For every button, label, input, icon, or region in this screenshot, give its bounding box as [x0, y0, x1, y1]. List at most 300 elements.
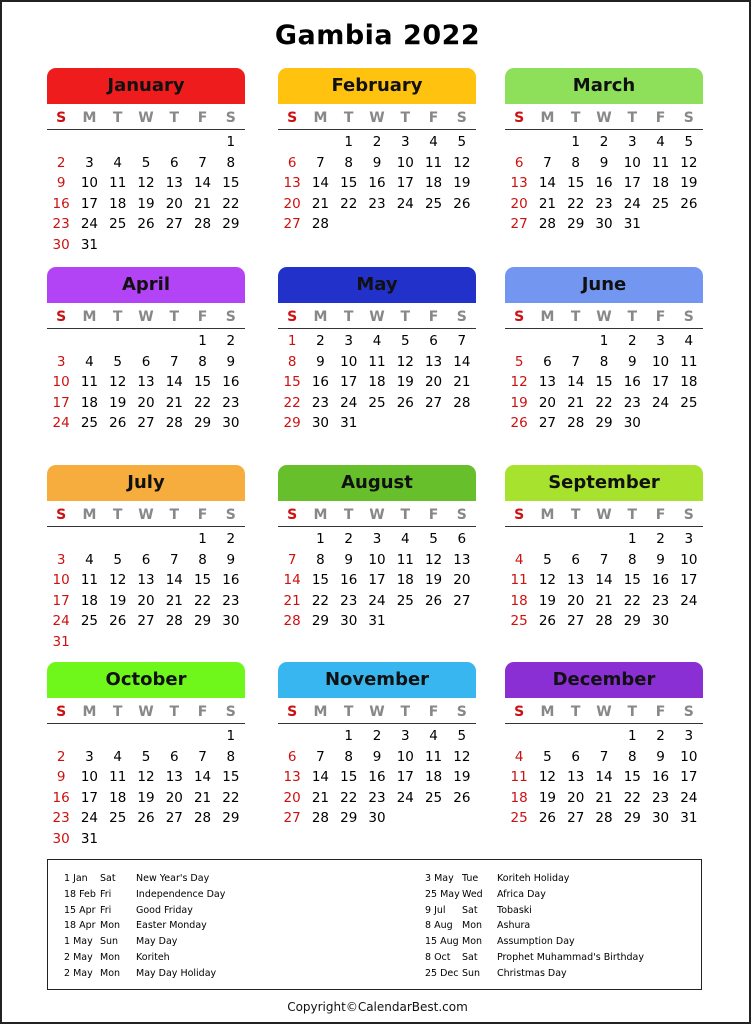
day-cell: 7 [198, 154, 207, 171]
holiday-date: 25 May [425, 888, 460, 900]
weekday-label: T [400, 309, 411, 325]
day-cell: 10 [680, 551, 698, 568]
holiday-date: 3 May [425, 873, 454, 884]
day-cell: 5 [113, 353, 122, 370]
day-cell: 30 [340, 613, 358, 629]
day-cell: 25 [109, 216, 127, 232]
weekday-label: W [138, 704, 154, 720]
day-cell: 21 [165, 394, 183, 411]
weekday-label: W [138, 309, 154, 325]
weekday-label: F [655, 110, 666, 126]
day-cell: 11 [80, 374, 99, 390]
weekday-label: T [627, 704, 638, 720]
day-cell: 12 [137, 769, 155, 785]
holiday-row [64, 887, 364, 903]
day-cell: 4 [514, 551, 524, 568]
day-cell: 6 [429, 333, 438, 349]
day-cell: 31 [80, 236, 99, 253]
day-cell: 2 [316, 333, 325, 349]
day-grid [505, 132, 703, 235]
holiday-day: Mon [100, 967, 121, 979]
weekday-label: T [400, 110, 411, 126]
day-cell: 24 [651, 394, 670, 411]
day-cell: 6 [514, 154, 524, 171]
month-march [505, 68, 703, 235]
day-cell: 12 [137, 175, 155, 191]
day-cell: 4 [429, 728, 438, 744]
day-cell: 28 [595, 613, 613, 629]
day-cell: 22 [193, 592, 212, 609]
day-cell: 26 [137, 810, 155, 826]
day-cell: 30 [595, 216, 613, 232]
day-cell: 11 [109, 175, 127, 191]
day-cell: 26 [137, 216, 155, 232]
empty-day-cell [104, 529, 132, 550]
holiday-row [425, 871, 695, 887]
day-cell: 17 [52, 592, 70, 609]
weekday-label: F [428, 704, 439, 720]
day-cell: 16 [52, 195, 70, 212]
day-cell: 9 [656, 551, 665, 568]
day-cell: 28 [538, 216, 557, 232]
day-cell: 3 [627, 134, 637, 150]
day-cell: 15 [222, 175, 240, 191]
day-cell: 12 [680, 154, 698, 171]
day-cell: 26 [453, 195, 471, 212]
weekday-header-row [278, 108, 476, 130]
day-grid [505, 529, 703, 632]
day-cell: 29 [311, 613, 330, 629]
holiday-row [64, 934, 364, 950]
day-cell: 9 [56, 175, 66, 191]
weekday-label: T [112, 309, 123, 325]
empty-day-cell [75, 331, 103, 352]
day-cell: 27 [424, 394, 443, 411]
empty-day-cell [104, 331, 132, 352]
day-cell: 12 [109, 374, 127, 390]
day-cell: 21 [595, 789, 613, 806]
month-header: September [505, 465, 703, 501]
day-cell: 17 [396, 175, 414, 191]
day-cell: 25 [424, 195, 443, 212]
day-cell: 23 [222, 592, 240, 609]
empty-day-cell [278, 132, 306, 153]
weekday-label: S [287, 110, 298, 126]
empty-day-cell [533, 726, 561, 747]
empty-day-cell [278, 529, 306, 550]
day-cell: 2 [56, 748, 66, 765]
day-cell: 9 [372, 748, 382, 765]
day-cell: 14 [567, 374, 585, 390]
day-cell: 30 [651, 810, 670, 826]
weekday-label: S [683, 704, 694, 720]
holiday-list [47, 859, 702, 990]
day-cell: 13 [283, 175, 301, 191]
day-cell: 18 [80, 394, 99, 411]
weekday-label: S [225, 110, 236, 126]
holiday-row [425, 918, 695, 934]
day-cell: 5 [113, 551, 122, 568]
day-cell: 31 [680, 810, 698, 826]
day-cell: 30 [222, 613, 240, 629]
day-cell: 4 [85, 551, 94, 568]
day-cell: 22 [340, 195, 358, 212]
day-cell: 21 [595, 592, 613, 609]
day-cell: 18 [80, 592, 99, 609]
day-cell: 4 [372, 333, 382, 349]
day-cell: 25 [424, 789, 443, 806]
weekday-label: T [112, 704, 123, 720]
day-cell: 1 [599, 333, 609, 349]
day-cell: 23 [52, 810, 70, 826]
day-cell: 31 [80, 830, 99, 847]
day-cell: 21 [453, 374, 471, 390]
weekday-label: S [287, 309, 298, 325]
empty-day-cell [47, 529, 75, 550]
day-cell: 10 [52, 374, 70, 390]
day-cell: 27 [283, 810, 301, 826]
day-grid [47, 331, 245, 434]
holiday-column-right [425, 871, 695, 982]
holiday-name: Africa Day [497, 888, 546, 900]
day-cell: 26 [109, 415, 127, 431]
holiday-day: Tue [462, 873, 479, 884]
weekday-label: M [82, 507, 97, 523]
day-cell: 18 [680, 374, 698, 390]
day-cell: 3 [656, 333, 665, 349]
day-cell: 28 [311, 810, 330, 826]
day-cell: 26 [538, 810, 557, 826]
day-cell: 25 [368, 394, 386, 411]
holiday-date: 15 Apr [64, 904, 96, 916]
day-cell: 7 [169, 551, 179, 568]
empty-day-cell [132, 331, 160, 352]
weekday-label: M [540, 110, 555, 126]
day-cell: 24 [680, 592, 698, 609]
day-cell: 8 [627, 551, 637, 568]
day-cell: 14 [283, 572, 301, 588]
holiday-name: Koriteh [136, 951, 170, 963]
weekday-label: T [343, 507, 354, 523]
day-cell: 13 [510, 175, 528, 191]
day-cell: 9 [56, 769, 66, 785]
day-cell: 7 [287, 551, 297, 568]
day-cell: 24 [623, 195, 641, 212]
day-cell: 16 [340, 572, 358, 588]
weekday-label: F [197, 309, 208, 325]
month-april [47, 267, 245, 434]
day-cell: 4 [514, 748, 524, 765]
day-cell: 28 [193, 216, 212, 232]
holiday-name: Tobaski [497, 904, 532, 916]
day-cell: 6 [169, 748, 179, 765]
day-cell: 3 [372, 531, 382, 547]
weekday-label: S [56, 110, 67, 126]
day-cell: 29 [623, 613, 641, 629]
day-cell: 4 [429, 134, 438, 150]
empty-day-cell [160, 726, 188, 747]
weekday-label: M [313, 110, 328, 126]
day-cell: 10 [368, 551, 386, 568]
day-cell: 15 [193, 374, 212, 390]
weekday-label: M [540, 507, 555, 523]
day-cell: 19 [538, 592, 557, 609]
day-cell: 20 [453, 572, 471, 588]
holiday-day: Sun [100, 936, 119, 948]
day-cell: 1 [198, 531, 207, 547]
day-cell: 13 [137, 374, 155, 390]
month-header: January [47, 68, 245, 104]
weekday-label: W [596, 507, 612, 523]
weekday-label: W [369, 704, 385, 720]
weekday-label: M [313, 704, 328, 720]
holiday-name: Independence Day [136, 888, 226, 900]
weekday-header-row [278, 307, 476, 329]
weekday-label: T [400, 507, 411, 523]
day-cell: 6 [571, 748, 580, 765]
holiday-day: Mon [100, 951, 121, 963]
day-cell: 18 [651, 175, 670, 191]
empty-day-cell [590, 726, 618, 747]
day-cell: 19 [453, 769, 471, 785]
weekday-label: W [369, 507, 385, 523]
weekday-label: F [655, 704, 666, 720]
empty-day-cell [306, 726, 334, 747]
day-cell: 3 [56, 353, 66, 370]
day-cell: 1 [287, 333, 297, 349]
weekday-label: S [225, 507, 236, 523]
empty-day-cell [132, 529, 160, 550]
weekday-label: T [343, 309, 354, 325]
day-cell: 10 [80, 769, 99, 785]
day-cell: 4 [113, 748, 122, 765]
day-cell: 27 [538, 415, 557, 431]
day-cell: 1 [627, 728, 637, 744]
weekday-label: F [197, 507, 208, 523]
weekday-label: T [570, 704, 581, 720]
weekday-label: W [596, 309, 612, 325]
weekday-header-row [47, 307, 245, 329]
holiday-row [425, 934, 695, 950]
weekday-label: W [596, 110, 612, 126]
day-cell: 23 [595, 195, 613, 212]
day-cell: 6 [543, 353, 552, 370]
day-cell: 18 [424, 769, 443, 785]
day-cell: 31 [623, 216, 641, 232]
empty-day-cell [278, 726, 306, 747]
day-cell: 7 [316, 154, 325, 171]
day-cell: 8 [344, 154, 353, 171]
weekday-label: S [514, 110, 525, 126]
day-cell: 10 [396, 154, 414, 171]
day-cell: 15 [340, 175, 358, 191]
day-grid [278, 331, 476, 434]
day-cell: 4 [684, 333, 694, 349]
month-header: February [278, 68, 476, 104]
day-cell: 7 [169, 353, 179, 370]
weekday-label: F [428, 507, 439, 523]
day-cell: 22 [222, 195, 240, 212]
day-cell: 7 [198, 748, 207, 765]
weekday-label: F [655, 507, 666, 523]
weekday-label: S [56, 507, 67, 523]
day-cell: 14 [165, 572, 183, 588]
day-cell: 15 [311, 572, 330, 588]
month-header: April [47, 267, 245, 303]
day-cell: 10 [680, 748, 698, 765]
day-cell: 17 [680, 572, 698, 588]
day-cell: 26 [424, 592, 443, 609]
day-cell: 30 [222, 415, 240, 431]
day-cell: 10 [651, 353, 670, 370]
weekday-label: S [514, 309, 525, 325]
month-header: August [278, 465, 476, 501]
day-cell: 19 [137, 195, 155, 212]
day-cell: 2 [656, 728, 665, 744]
weekday-label: W [138, 507, 154, 523]
holiday-name: May Day [136, 936, 178, 948]
day-cell: 4 [656, 134, 665, 150]
day-cell: 7 [599, 551, 609, 568]
day-cell: 21 [538, 195, 557, 212]
day-cell: 16 [595, 175, 613, 191]
weekday-label: S [456, 704, 467, 720]
weekday-label: T [570, 309, 581, 325]
weekday-label: T [169, 507, 180, 523]
day-cell: 17 [340, 374, 358, 390]
day-cell: 9 [599, 154, 609, 171]
month-may [278, 267, 476, 434]
day-cell: 27 [567, 613, 585, 629]
day-cell: 16 [623, 374, 641, 390]
day-cell: 9 [656, 748, 665, 765]
day-cell: 22 [623, 592, 641, 609]
day-cell: 1 [344, 134, 353, 150]
day-cell: 20 [165, 195, 183, 212]
holiday-column-left [64, 871, 364, 982]
day-cell: 16 [311, 374, 330, 390]
day-cell: 29 [193, 613, 212, 629]
day-cell: 3 [400, 728, 410, 744]
weekday-label: W [596, 704, 612, 720]
day-cell: 5 [684, 134, 694, 150]
month-september [505, 465, 703, 632]
day-cell: 26 [396, 394, 414, 411]
day-grid [47, 726, 245, 849]
weekday-header-row [505, 505, 703, 527]
day-cell: 27 [165, 810, 183, 826]
weekday-label: S [456, 309, 467, 325]
day-cell: 9 [627, 353, 637, 370]
day-cell: 7 [316, 748, 325, 765]
empty-day-cell [505, 331, 533, 352]
holiday-date: 2 May [64, 951, 93, 963]
day-cell: 12 [453, 748, 471, 765]
holiday-name: New Year's Day [136, 873, 210, 884]
day-cell: 23 [368, 789, 386, 806]
empty-day-cell [505, 529, 533, 550]
empty-day-cell [188, 132, 216, 153]
empty-day-cell [75, 132, 103, 153]
day-cell: 10 [340, 353, 358, 370]
day-cell: 11 [80, 572, 99, 588]
day-grid [278, 529, 476, 632]
day-cell: 6 [457, 531, 467, 547]
day-cell: 28 [165, 613, 183, 629]
day-cell: 15 [623, 769, 641, 785]
day-cell: 27 [137, 613, 155, 629]
weekday-header-row [47, 505, 245, 527]
day-cell: 24 [396, 789, 414, 806]
day-cell: 27 [567, 810, 585, 826]
day-cell: 31 [340, 415, 358, 431]
weekday-label: S [514, 704, 525, 720]
day-cell: 18 [368, 374, 386, 390]
day-cell: 26 [453, 789, 471, 806]
empty-day-cell [75, 529, 103, 550]
day-cell: 14 [453, 353, 471, 370]
day-cell: 10 [396, 748, 414, 765]
day-cell: 5 [429, 531, 438, 547]
day-cell: 28 [595, 810, 613, 826]
day-cell: 23 [340, 592, 358, 609]
day-cell: 13 [567, 572, 585, 588]
day-cell: 25 [510, 613, 528, 629]
day-cell: 28 [453, 394, 471, 411]
empty-day-cell [132, 132, 160, 153]
month-january [47, 68, 245, 255]
day-cell: 9 [372, 154, 382, 171]
day-cell: 14 [165, 374, 183, 390]
day-cell: 1 [627, 531, 637, 547]
weekday-label: T [570, 507, 581, 523]
day-cell: 30 [52, 830, 70, 847]
empty-day-cell [533, 132, 561, 153]
day-cell: 19 [538, 789, 557, 806]
day-cell: 20 [137, 592, 155, 609]
day-cell: 1 [316, 531, 325, 547]
day-cell: 2 [226, 333, 236, 349]
day-cell: 9 [316, 353, 325, 370]
day-cell: 22 [567, 195, 585, 212]
day-cell: 18 [424, 175, 443, 191]
day-cell: 13 [137, 572, 155, 588]
day-cell: 27 [510, 216, 528, 232]
day-cell: 23 [651, 789, 670, 806]
day-cell: 10 [623, 154, 641, 171]
day-cell: 11 [368, 353, 386, 370]
day-cell: 7 [457, 333, 467, 349]
month-header: October [47, 662, 245, 698]
weekday-label: T [570, 110, 581, 126]
weekday-label: S [225, 704, 236, 720]
holiday-day: Fri [100, 888, 112, 900]
day-cell: 15 [340, 769, 358, 785]
weekday-label: S [456, 110, 467, 126]
day-cell: 26 [538, 613, 557, 629]
holiday-date: 8 Oct [425, 951, 451, 963]
weekday-label: S [56, 309, 67, 325]
day-cell: 5 [543, 551, 552, 568]
weekday-label: S [514, 507, 525, 523]
day-cell: 2 [56, 154, 66, 171]
weekday-label: T [112, 110, 123, 126]
day-cell: 6 [169, 154, 179, 171]
day-cell: 11 [651, 154, 670, 171]
day-cell: 16 [368, 175, 386, 191]
day-cell: 20 [510, 195, 528, 212]
holiday-day: Mon [100, 920, 121, 932]
